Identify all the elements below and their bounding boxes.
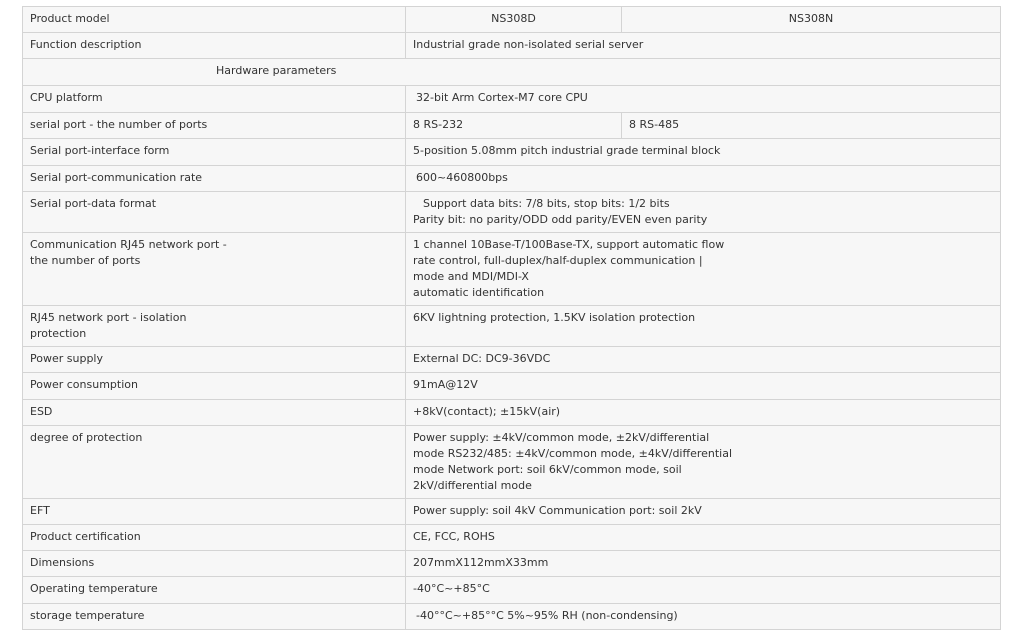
section-title: Hardware parameters bbox=[23, 59, 1001, 86]
row-label: Serial port-communication rate bbox=[23, 166, 406, 192]
row-label: Operating temperature bbox=[23, 577, 406, 604]
row-value: 32-bit Arm Cortex-M7 core CPU bbox=[406, 86, 1001, 113]
row-value: -40°C~+85°C bbox=[406, 577, 1001, 604]
table-row bbox=[23, 347, 1001, 373]
row-label: ESD bbox=[23, 400, 406, 426]
row-label: Serial port-interface form bbox=[23, 139, 406, 166]
table-row bbox=[23, 426, 1001, 499]
value-line: mode and MDI/MDI-X bbox=[413, 270, 529, 283]
label-line: Communication RJ45 network port - bbox=[30, 238, 227, 251]
row-label: EFT bbox=[23, 499, 406, 525]
row-label bbox=[23, 306, 406, 347]
value-line: 1 channel 10Base-T/100Base-TX, support automatic flow bbox=[413, 238, 725, 251]
label-line: the number of ports bbox=[30, 254, 141, 267]
row-label: Product model bbox=[23, 7, 406, 33]
row-label: Function description bbox=[23, 33, 406, 59]
row-value: +8kV(contact); ±15kV(air) bbox=[406, 400, 1001, 426]
row-value bbox=[406, 192, 1001, 233]
row-label: Serial port-data format bbox=[23, 192, 406, 233]
table-row bbox=[23, 113, 1001, 139]
label-line: RJ45 network port - isolation bbox=[30, 311, 187, 324]
row-label bbox=[23, 233, 406, 306]
row-label: Power consumption bbox=[23, 373, 406, 400]
table-row bbox=[23, 166, 1001, 192]
value-line: rate control, full-duplex/half-duplex communication | bbox=[413, 254, 703, 267]
row-value bbox=[406, 426, 1001, 499]
row-value: 6KV lightning protection, 1.5KV isolation protection bbox=[406, 306, 1001, 347]
value-line: Power supply: ±4kV/common mode, ±2kV/differential bbox=[413, 431, 710, 444]
row-label: Product certification bbox=[23, 525, 406, 551]
row-value: Power supply: soil 4kV Communication port: soil 2kV bbox=[406, 499, 1001, 525]
row-value: 8 RS-232 bbox=[406, 113, 622, 139]
table-row bbox=[23, 306, 1001, 347]
row-value: 207mmX112mmX33mm bbox=[406, 551, 1001, 577]
row-value: 8 RS-485 bbox=[622, 113, 1001, 139]
row-label: degree of protection bbox=[23, 426, 406, 499]
table-row bbox=[23, 139, 1001, 166]
table-row bbox=[23, 577, 1001, 604]
row-label: storage temperature bbox=[23, 604, 406, 630]
row-value: NS308N bbox=[622, 7, 1001, 33]
row-value: NS308D bbox=[406, 7, 622, 33]
row-label: serial port - the number of ports bbox=[23, 113, 406, 139]
table-row bbox=[23, 400, 1001, 426]
row-value: -40°°C~+85°°C 5%~95% RH (non-condensing) bbox=[406, 604, 1001, 630]
table-row bbox=[23, 499, 1001, 525]
table-row bbox=[23, 7, 1001, 33]
row-label: Power supply bbox=[23, 347, 406, 373]
value-line: Support data bits: 7/8 bits, stop bits: 1/2 bits bbox=[423, 197, 670, 210]
label-line: protection bbox=[30, 327, 87, 340]
value-line: mode RS232/485: ±4kV/common mode, ±4kV/differential bbox=[413, 447, 733, 460]
table-row bbox=[23, 525, 1001, 551]
table-row bbox=[23, 233, 1001, 306]
value-line: automatic identification bbox=[413, 286, 545, 299]
value-line: mode Network port: soil 6kV/common mode, soil bbox=[413, 463, 682, 476]
value-line: 2kV/differential mode bbox=[413, 479, 532, 492]
row-value: 600~460800bps bbox=[406, 166, 1001, 192]
row-value: 5-position 5.08mm pitch industrial grade terminal block bbox=[406, 139, 1001, 166]
row-value bbox=[406, 233, 1001, 306]
row-label: Dimensions bbox=[23, 551, 406, 577]
row-value: External DC: DC9-36VDC bbox=[406, 347, 1001, 373]
value-line: Parity bit: no parity/ODD odd parity/EVEN even parity bbox=[413, 213, 708, 226]
spec-table bbox=[22, 6, 1001, 630]
table-row bbox=[23, 192, 1001, 233]
table-row bbox=[23, 604, 1001, 630]
row-value: Industrial grade non-isolated serial server bbox=[406, 33, 1001, 59]
table-row bbox=[23, 551, 1001, 577]
table-row bbox=[23, 86, 1001, 113]
row-value: CE, FCC, ROHS bbox=[406, 525, 1001, 551]
section-header-row bbox=[23, 59, 1001, 86]
table-row bbox=[23, 373, 1001, 400]
table-row bbox=[23, 33, 1001, 59]
row-label: CPU platform bbox=[23, 86, 406, 113]
row-value: 91mA@12V bbox=[406, 373, 1001, 400]
